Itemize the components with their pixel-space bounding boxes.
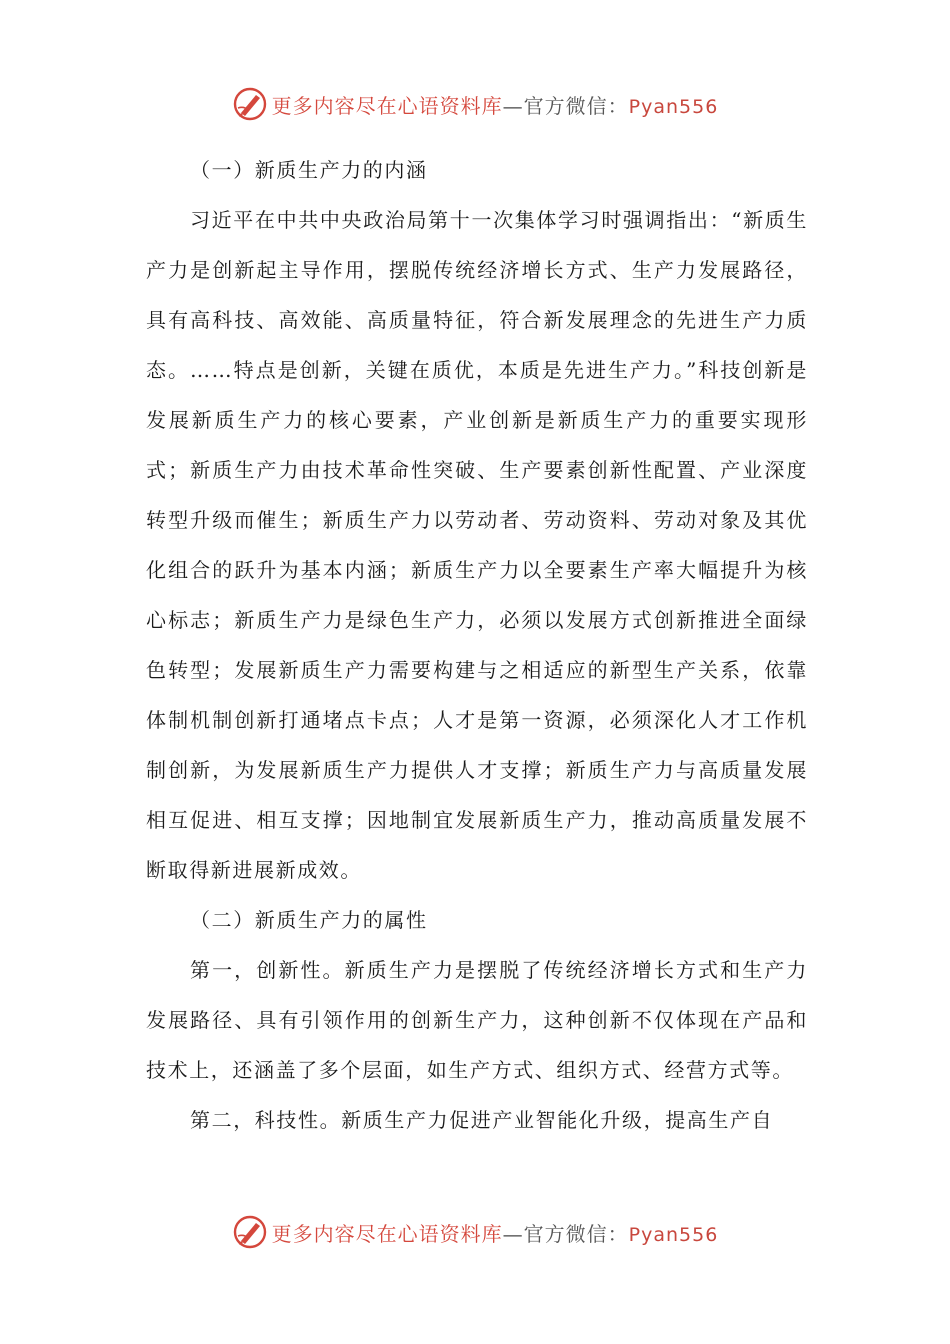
header-banner — [0, 84, 950, 124]
banner-wechat-id: Pyan556 — [628, 1223, 719, 1246]
pen-logo-icon — [232, 86, 268, 122]
footer-banner — [0, 1212, 950, 1252]
banner-dash: — — [502, 93, 524, 118]
section-heading-2: （二）新质生产力的属性 — [190, 908, 428, 932]
banner-text — [272, 90, 719, 119]
document-body — [146, 145, 808, 1145]
section-heading-1: （一）新质生产力的内涵 — [190, 158, 428, 182]
banner-wechat-label: 官方微信： — [523, 93, 629, 118]
paragraph-2: 第一，创新性。新质生产力是摆脱了传统经济增长方式和生产力发展路径、具有引领作用的创新生产力，这种创新不仅体现在产品和技术上，还涵盖了多个层面，如生产方式、组织方式、经营方式等。 — [146, 958, 808, 1082]
paragraph-1: 习近平在中共中央政治局第十一次集体学习时强调指出：“新质生产力是创新起主导作用，摆脱传统经济增长方式、生产力发展路径，具有高科技、高效能、高质量特征，符合新发展理念的先进生产力质态。……特点是创新，关键在质优，本质是先进生产力。”科技创新是发展新质生产力的核心要素，产业创新是新质生产力的重要实现形式；新质生产力由技术革命性突破、生产要素创新性配置、产业深度转型升级而催生；新质生产力以劳动者、劳动资料、劳动对象及其优化组合的跃升为基本内涵；新质生产力以全要素生产率大幅提升为核心标志；新质生产力是绿色生产力，必须以发展方式创新推进全面绿色转型；发展新质生产力需要构建与之相适应的新型生产关系，依靠体制机制创新打通堵点卡点；人才是第一资源，必须深化人才工作机制创新，为发展新质生产力提供人才支撑；新质生产力与高质量发展相互促进、相互支撑；因地制宜发展新质生产力，推动高质量发展不断取得新进展新成效。 — [146, 208, 808, 882]
banner-wechat-id: Pyan556 — [628, 95, 719, 118]
banner-wechat-label: 官方微信： — [523, 1221, 629, 1246]
banner-dash: — — [502, 1221, 524, 1246]
banner-text — [272, 1218, 719, 1247]
paragraph-3: 第二，科技性。新质生产力促进产业智能化升级，提高生产自 — [190, 1108, 774, 1132]
banner-main-text: 更多内容尽在心语资料库 — [271, 93, 503, 118]
pen-logo-icon — [232, 1214, 268, 1250]
banner-main-text: 更多内容尽在心语资料库 — [271, 1221, 503, 1246]
